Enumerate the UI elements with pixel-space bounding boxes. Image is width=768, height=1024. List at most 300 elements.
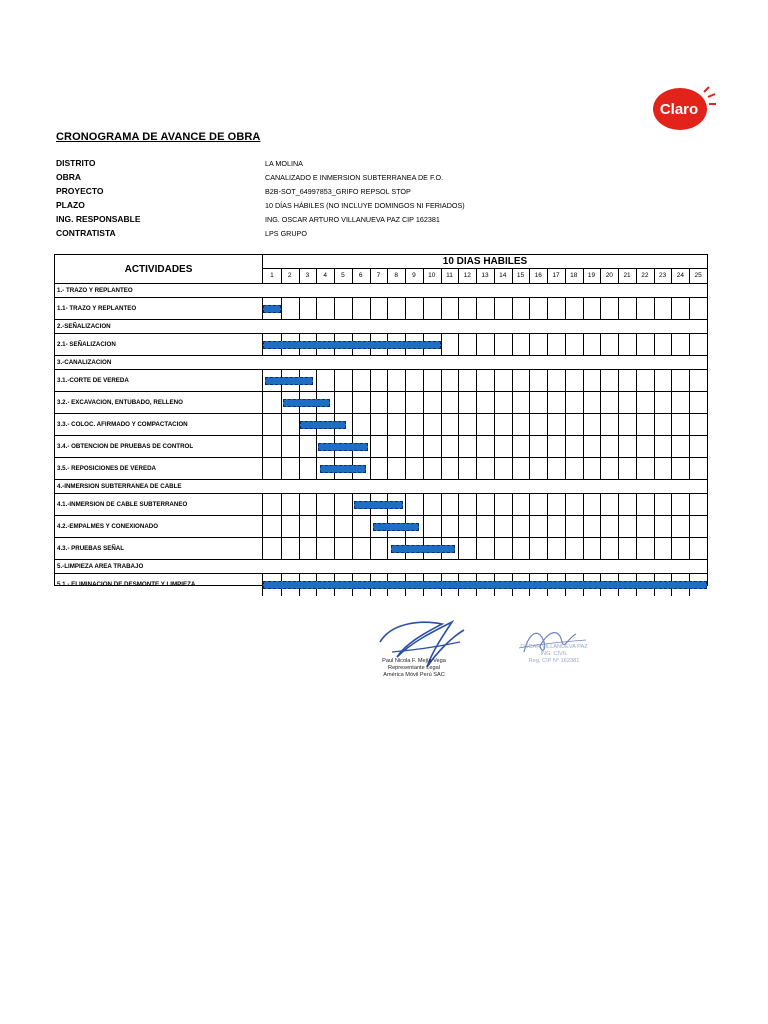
grid-line (458, 494, 459, 516)
grid-line (529, 414, 530, 436)
task-label: 4.2.-EMPALMES Y CONEXIONADO (57, 523, 159, 530)
grid-line (654, 414, 655, 436)
grid-line (529, 334, 530, 356)
section-row (55, 559, 707, 573)
activities-header: ACTIVIDADES (55, 255, 263, 283)
grid-line (600, 414, 601, 436)
grid-line (458, 334, 459, 356)
grid-line (600, 458, 601, 480)
grid-line (405, 436, 406, 458)
grid-line (370, 458, 371, 480)
grid-line (352, 392, 353, 414)
task-bar (300, 421, 346, 429)
grid-line (618, 458, 619, 480)
info-row-obra (56, 170, 516, 184)
info-label: DISTRITO (56, 158, 96, 168)
grid-line (316, 458, 317, 480)
grid-line (423, 298, 424, 320)
grid-line (565, 516, 566, 538)
grid-line (636, 269, 637, 283)
task-bar (373, 523, 419, 531)
grid-line (636, 538, 637, 560)
grid-line (636, 334, 637, 356)
grid-line (618, 370, 619, 392)
section-label: 5.-LIMPIEZA AREA TRABAJO (57, 563, 144, 570)
grid-line (458, 436, 459, 458)
grid-line (654, 269, 655, 283)
grid-line (600, 370, 601, 392)
grid-line (654, 298, 655, 320)
grid-line (281, 269, 282, 283)
grid-line (547, 392, 548, 414)
info-row-contratista (56, 226, 516, 240)
grid-line (689, 516, 690, 538)
grid-line (529, 538, 530, 560)
grid-line (618, 494, 619, 516)
grid-line (458, 516, 459, 538)
task-row (55, 573, 707, 595)
task-bar (318, 443, 368, 451)
task-row (55, 413, 707, 435)
grid-line (405, 458, 406, 480)
grid-line (334, 298, 335, 320)
grid-line (299, 494, 300, 516)
grid-line (387, 298, 388, 320)
grid-line (334, 370, 335, 392)
task-row (55, 297, 707, 319)
grid-line (262, 538, 263, 560)
signature-right-role: ING. CIVIL (540, 651, 568, 657)
grid-line (387, 392, 388, 414)
day-number: 22 (641, 272, 649, 279)
grid-line (689, 494, 690, 516)
task-label: 4.3.- PRUEBAS SEÑAL (57, 545, 125, 552)
day-number: 7 (376, 272, 381, 279)
grid-line (636, 494, 637, 516)
signature-left-company: América Móvil Perú SAC (383, 672, 445, 678)
grid-line (583, 298, 584, 320)
grid-line (299, 436, 300, 458)
info-row-plazo (56, 198, 516, 212)
grid-line (565, 298, 566, 320)
grid-line (529, 436, 530, 458)
grid-line (476, 298, 477, 320)
grid-line (618, 436, 619, 458)
grid-line (689, 392, 690, 414)
task-label: 3.3.- COLOC. AFIRMADO Y COMPACTACION (57, 421, 188, 428)
info-value: 10 DÍAS HÁBILES (NO INCLUYE DOMINGOS NI FERIADOS) (265, 200, 465, 210)
grid-line (600, 436, 601, 458)
grid-line (565, 538, 566, 560)
day-number: 3 (305, 272, 310, 279)
day-number: 12 (463, 272, 471, 279)
grid-line (671, 494, 672, 516)
grid-line (441, 494, 442, 516)
day-number: 18 (570, 272, 578, 279)
grid-line (352, 298, 353, 320)
grid-line (476, 538, 477, 560)
day-number: 9 (412, 272, 416, 279)
task-row (55, 457, 707, 479)
info-value: LA MOLINA (265, 158, 303, 168)
info-row-proyecto (56, 184, 516, 198)
grid-line (281, 458, 282, 480)
grid-line (476, 436, 477, 458)
grid-line (512, 392, 513, 414)
grid-line (316, 370, 317, 392)
section-label: 1.- TRAZO Y REPLANTEO (57, 287, 133, 294)
grid-line (671, 298, 672, 320)
grid-line (547, 458, 548, 480)
grid-line (458, 414, 459, 436)
grid-line (529, 392, 530, 414)
grid-line (636, 370, 637, 392)
grid-line (423, 370, 424, 392)
grid-line (600, 269, 601, 283)
grid-line (281, 298, 282, 320)
grid-line (565, 436, 566, 458)
signature-right-name: OSCAR VILLANUEVA PAZ (520, 644, 588, 650)
grid-line (583, 458, 584, 480)
grid-line (405, 370, 406, 392)
grid-line (600, 516, 601, 538)
day-number: 4 (323, 272, 327, 279)
grid-line (262, 494, 263, 516)
section-label: 2.-SEÑALIZACION (57, 323, 111, 330)
task-label: 3.4.- OBTENCION DE PRUEBAS DE CONTROL (57, 443, 194, 450)
grid-line (547, 436, 548, 458)
grid-line (494, 494, 495, 516)
task-row (55, 369, 707, 391)
grid-line (689, 269, 690, 283)
grid-line (565, 370, 566, 392)
grid-line (494, 414, 495, 436)
grid-line (529, 458, 530, 480)
grid-line (494, 516, 495, 538)
grid-line (262, 436, 263, 458)
grid-line (387, 458, 388, 480)
grid-line (370, 414, 371, 436)
grid-line (262, 392, 263, 414)
section-label: 3.-CANALIZACION (57, 359, 112, 366)
grid-line (689, 370, 690, 392)
grid-line (352, 370, 353, 392)
grid-line (600, 538, 601, 560)
grid-line (370, 298, 371, 320)
grid-line (583, 334, 584, 356)
grid-line (370, 436, 371, 458)
grid-line (618, 334, 619, 356)
grid-line (618, 538, 619, 560)
grid-line (565, 414, 566, 436)
grid-line (512, 334, 513, 356)
grid-line (512, 298, 513, 320)
logo-text: Claro (659, 101, 699, 118)
grid-line (654, 392, 655, 414)
info-value: ING. OSCAR ARTURO VILLANUEVA PAZ CIP 162381 (265, 214, 440, 224)
grid-line (423, 494, 424, 516)
grid-line (654, 516, 655, 538)
grid-line (547, 269, 548, 283)
info-label: ING. RESPONSABLE (56, 214, 141, 224)
grid-line (458, 392, 459, 414)
grid-line (405, 392, 406, 414)
grid-line (654, 370, 655, 392)
grid-line (262, 370, 263, 392)
grid-line (476, 370, 477, 392)
grid-line (476, 458, 477, 480)
grid-line (387, 436, 388, 458)
grid-line (671, 436, 672, 458)
grid-line (689, 436, 690, 458)
signature-left-role: Representante Legal (388, 665, 440, 671)
day-number: 15 (516, 272, 525, 279)
grid-line (334, 538, 335, 560)
grid-line (618, 414, 619, 436)
grid-line (512, 414, 513, 436)
day-number: 16 (534, 272, 542, 279)
task-row (55, 493, 707, 515)
grid-line (281, 538, 282, 560)
grid-line (618, 392, 619, 414)
grid-line (458, 458, 459, 480)
grid-line (636, 414, 637, 436)
grid-line (671, 538, 672, 560)
grid-line (316, 516, 317, 538)
grid-line (494, 298, 495, 320)
grid-line (654, 494, 655, 516)
grid-line (441, 414, 442, 436)
day-number: 24 (676, 272, 684, 279)
task-label: 5.1.- ELIMINACION DE DESMONTE Y LIMPIEZA (57, 581, 196, 588)
grid-line (654, 458, 655, 480)
grid-line (583, 269, 584, 283)
grid-line (334, 516, 335, 538)
day-number: 11 (446, 272, 453, 279)
day-number: 20 (605, 272, 613, 279)
signature-left-caption (360, 658, 468, 679)
grid-line (476, 269, 477, 283)
day-number: 23 (658, 272, 667, 279)
grid-line (512, 494, 513, 516)
grid-line (529, 494, 530, 516)
grid-line (281, 494, 282, 516)
grid-line (671, 414, 672, 436)
grid-line (441, 269, 442, 283)
info-label: CONTRATISTA (56, 228, 116, 238)
grid-line (423, 414, 424, 436)
grid-line (458, 298, 459, 320)
grid-line (441, 458, 442, 480)
grid-line (316, 269, 317, 283)
grid-line (547, 494, 548, 516)
grid-line (618, 298, 619, 320)
grid-line (299, 458, 300, 480)
grid-line (405, 414, 406, 436)
grid-line (689, 414, 690, 436)
grid-line (334, 494, 335, 516)
grid-line (494, 392, 495, 414)
grid-line (441, 334, 442, 356)
day-number: 2 (287, 272, 292, 279)
grid-line (547, 298, 548, 320)
day-number: 5 (341, 272, 345, 279)
grid-line (565, 494, 566, 516)
grid-line (334, 392, 335, 414)
grid-line (654, 538, 655, 560)
grid-line (370, 370, 371, 392)
grid-line (600, 494, 601, 516)
grid-line (352, 516, 353, 538)
grid-line (689, 538, 690, 560)
grid-line (334, 269, 335, 283)
grid-line (476, 494, 477, 516)
day-number: 19 (587, 272, 596, 279)
grid-line (654, 334, 655, 356)
grid-line (583, 516, 584, 538)
grid-line (299, 269, 300, 283)
day-number: 10 (428, 272, 436, 279)
grid-line (494, 370, 495, 392)
info-value: B2B-SOT_64997853_GRIFO REPSOL STOP (265, 186, 411, 196)
grid-line (583, 436, 584, 458)
grid-line (583, 538, 584, 560)
grid-line (405, 298, 406, 320)
grid-line (387, 269, 388, 283)
day-number: 13 (481, 272, 489, 279)
grid-line (529, 269, 530, 283)
grid-line (689, 334, 690, 356)
grid-line (458, 538, 459, 560)
task-bar (391, 545, 455, 553)
task-bar (263, 581, 707, 589)
info-value: CANALIZADO E INMERSION SUBTERRANEA DE F.O. (265, 172, 444, 182)
day-number: 17 (552, 272, 560, 279)
section-row (55, 283, 707, 297)
grid-line (494, 436, 495, 458)
gantt-chart (54, 254, 708, 586)
grid-line (352, 538, 353, 560)
task-label: 1.1- TRAZO Y REPLANTEO (57, 305, 137, 312)
day-number: 8 (394, 272, 398, 279)
day-number: 21 (623, 272, 631, 279)
grid-line (494, 269, 495, 283)
grid-line (494, 458, 495, 480)
grid-line (565, 269, 566, 283)
grid-line (387, 370, 388, 392)
grid-line (512, 538, 513, 560)
grid-line (600, 392, 601, 414)
grid-line (423, 516, 424, 538)
grid-line (512, 458, 513, 480)
task-bar (265, 377, 313, 385)
grid-line (547, 370, 548, 392)
info-row-distrito (56, 156, 516, 170)
day-number: 14 (499, 272, 507, 279)
grid-line (600, 298, 601, 320)
grid-line (387, 538, 388, 560)
grid-line (262, 458, 263, 480)
grid-line (281, 516, 282, 538)
grid-line (689, 458, 690, 480)
grid-line (494, 334, 495, 356)
grid-line (262, 516, 263, 538)
grid-line (405, 269, 406, 283)
grid-line (262, 414, 263, 436)
grid-line (476, 414, 477, 436)
grid-line (476, 334, 477, 356)
grid-line (583, 494, 584, 516)
grid-line (370, 392, 371, 414)
grid-line (618, 269, 619, 283)
grid-line (281, 436, 282, 458)
claro-logo (652, 82, 718, 132)
grid-line (565, 458, 566, 480)
grid-line (547, 334, 548, 356)
grid-line (583, 414, 584, 436)
grid-line (636, 458, 637, 480)
signature-right-reg: Reg. CIP N° 162381 (528, 658, 580, 664)
grid-line (458, 269, 459, 283)
grid-line (529, 516, 530, 538)
grid-line (671, 370, 672, 392)
task-label: 3.5.- REPOSICIONES DE VEREDA (57, 465, 157, 472)
task-label: 3.2.- EXCAVACION, ENTUBADO, RELLENO (57, 399, 183, 406)
signature-right-caption (510, 644, 598, 665)
grid-line (458, 370, 459, 392)
grid-line (529, 298, 530, 320)
grid-line (316, 298, 317, 320)
section-label: 4.-INMERSION SUBTERRANEA DE CABLE (57, 483, 182, 490)
grid-line (583, 370, 584, 392)
grid-line (370, 516, 371, 538)
day-number: 25 (694, 272, 702, 279)
grid-line (689, 298, 690, 320)
project-info (56, 156, 516, 240)
grid-line (441, 436, 442, 458)
grid-line (423, 436, 424, 458)
grid-line (441, 370, 442, 392)
grid-line (405, 494, 406, 516)
grid-line (671, 516, 672, 538)
grid-line (618, 516, 619, 538)
grid-line (654, 436, 655, 458)
grid-line (600, 334, 601, 356)
grid-line (583, 392, 584, 414)
grid-line (547, 516, 548, 538)
grid-line (423, 269, 424, 283)
grid-line (299, 538, 300, 560)
grid-line (671, 334, 672, 356)
grid-line (636, 516, 637, 538)
section-row (55, 355, 707, 369)
grid-line (671, 458, 672, 480)
grid-line (636, 436, 637, 458)
info-label: OBRA (56, 172, 82, 182)
grid-line (299, 516, 300, 538)
task-row (55, 515, 707, 537)
info-label: PROYECTO (56, 186, 104, 196)
grid-line (494, 538, 495, 560)
grid-line (547, 414, 548, 436)
info-label: PLAZO (56, 200, 85, 210)
day-number: 1 (270, 272, 274, 279)
task-bar (283, 399, 331, 407)
task-label: 3.1.-CORTE DE VEREDA (57, 377, 129, 384)
grid-line (370, 269, 371, 283)
task-label: 4.1.-INMERSION DE CABLE SUBTERRANEO (57, 501, 188, 508)
grid-line (529, 370, 530, 392)
